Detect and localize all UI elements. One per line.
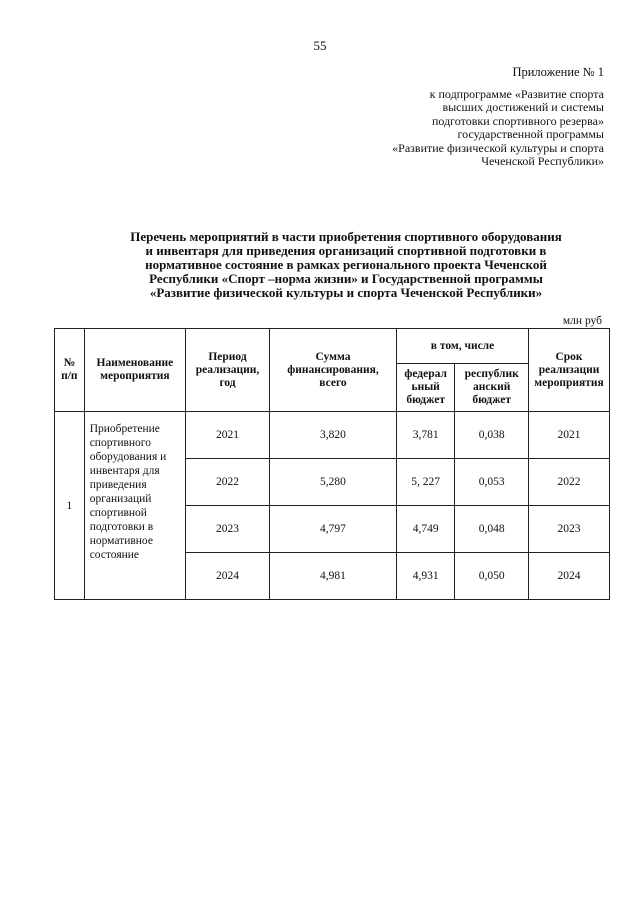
cell-federal: 5, 227 bbox=[396, 459, 454, 506]
appendix-line: «Развитие физической культуры и спорта bbox=[392, 140, 604, 155]
appendix-line: Чеченской Республики» bbox=[481, 154, 604, 168]
cell-federal: 4,931 bbox=[396, 553, 454, 600]
appendix-title: Приложение № 1 bbox=[512, 65, 604, 79]
cell-period: 2024 bbox=[186, 553, 270, 600]
appendix-line: государственной программы bbox=[457, 127, 604, 141]
header-term: Срок реализации мероприятия bbox=[529, 329, 610, 412]
units-label: млн руб bbox=[562, 315, 602, 327]
activities-table bbox=[54, 328, 610, 600]
header-num: № п/п bbox=[55, 329, 85, 412]
header-including: в том, числе bbox=[396, 329, 528, 364]
header-federal: федерал ьный бюджет bbox=[396, 364, 454, 412]
cell-term: 2022 bbox=[529, 459, 610, 506]
cell-republic: 0,048 bbox=[455, 506, 529, 553]
cell-period: 2022 bbox=[186, 459, 270, 506]
cell-sum: 4,797 bbox=[270, 506, 397, 553]
table-header-row bbox=[55, 329, 610, 364]
cell-federal: 4,749 bbox=[396, 506, 454, 553]
cell-republic: 0,053 bbox=[455, 459, 529, 506]
cell-term: 2023 bbox=[529, 506, 610, 553]
appendix-block bbox=[304, 66, 604, 169]
appendix-line: высших достижений и системы bbox=[442, 100, 604, 114]
table-row bbox=[55, 412, 610, 459]
header-sum: Сумма финансирования, всего bbox=[270, 329, 397, 412]
cell-term: 2021 bbox=[529, 412, 610, 459]
document-title bbox=[90, 230, 602, 300]
cell-sum: 3,820 bbox=[270, 412, 397, 459]
title-line: Республики «Спорт –норма жизни» и Государственной программы bbox=[149, 271, 543, 286]
title-line: «Развитие физической культуры и спорта Чеченской Республики» bbox=[149, 285, 543, 300]
item-name: Приобретение спортивного оборудования и инвентаря для приведения организаций спортивной подготовки в нормативное состояние bbox=[84, 412, 185, 600]
cell-period: 2021 bbox=[186, 412, 270, 459]
header-republic: республик анский бюджет bbox=[455, 364, 529, 412]
page-number: 55 bbox=[313, 38, 327, 53]
cell-sum: 4,981 bbox=[270, 553, 397, 600]
appendix-line: подготовки спортивного резерва» bbox=[432, 113, 604, 128]
cell-period: 2023 bbox=[186, 506, 270, 553]
cell-federal: 3,781 bbox=[396, 412, 454, 459]
appendix-line: к подпрограмме «Развитие спорта bbox=[429, 86, 604, 101]
cell-republic: 0,038 bbox=[455, 412, 529, 459]
item-number: 1 bbox=[55, 412, 85, 600]
cell-term: 2024 bbox=[529, 553, 610, 600]
cell-republic: 0,050 bbox=[455, 553, 529, 600]
cell-sum: 5,280 bbox=[270, 459, 397, 506]
title-line: нормативное состояние в рамках регионального проекта Чеченской bbox=[145, 257, 547, 272]
header-name: Наименование мероприятия bbox=[84, 329, 185, 412]
title-line: и инвентаря для приведения организаций спортивной подготовки в bbox=[145, 243, 547, 258]
header-period: Период реализации, год bbox=[186, 329, 270, 412]
title-line: Перечень мероприятий в части приобретения спортивного оборудования bbox=[130, 229, 562, 244]
